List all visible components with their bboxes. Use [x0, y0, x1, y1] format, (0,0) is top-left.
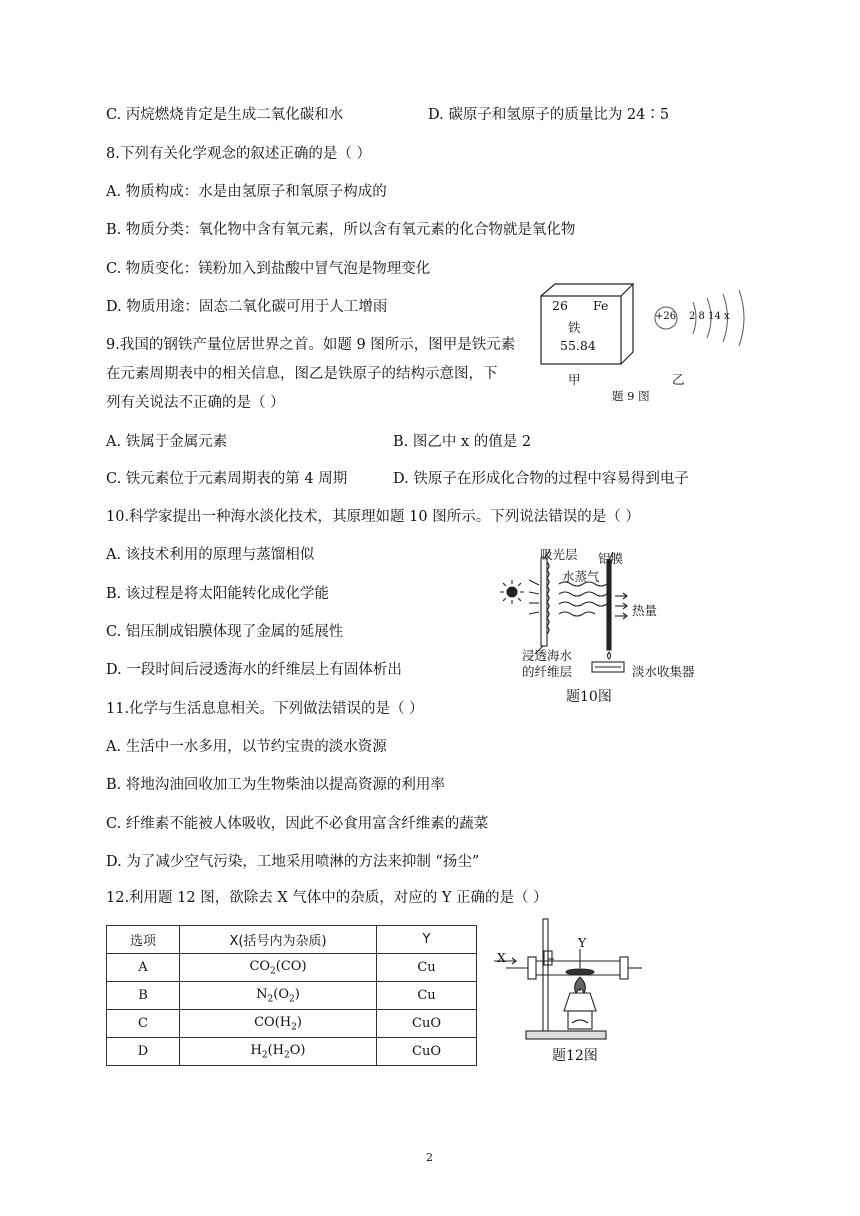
- table-row: [107, 1010, 477, 1038]
- q11-option-c: C. 纤维素不能被人体吸收，因此不必食用富含纤维素的蔬菜: [106, 816, 489, 832]
- header-y: Y: [377, 926, 477, 954]
- fig10-fiber-label-1: 浸透海水: [522, 648, 573, 663]
- fe-atomic-mass: 55.84: [560, 338, 596, 353]
- q9-option-d: D. 铁原子在形成化合物的过程中容易得到电子: [393, 471, 689, 487]
- q11-option-b: B. 将地沟油回收加工为生物柴油以提高资源的利用率: [106, 777, 445, 793]
- fe-electron-shells: 2 8 14 x: [689, 311, 730, 322]
- q8-option-c: C. 物质变化：镁粉加入到盐酸中冒气泡是物理变化: [106, 261, 431, 277]
- q10-stem: 10.科学家提出一种海水淡化技术，其原理如题 10 图所示。下列说法错误的是（ ）: [106, 509, 640, 525]
- fe-atomic-number: 26: [552, 298, 568, 313]
- q8-option-d: D. 物质用途：固态二氧化碳可用于人工增雨: [106, 299, 388, 315]
- q12-options-table: [106, 925, 477, 1066]
- q11-option-d: D. 为了减少空气污染，工地采用喷淋的方法来抑制 “扬尘”: [106, 854, 480, 870]
- page-number: 2: [426, 1151, 433, 1164]
- fig9-label-jia: 甲: [568, 372, 581, 387]
- q10-option-b: B. 该过程是将太阳能转化成化学能: [106, 586, 329, 602]
- row-y: Cu: [377, 982, 477, 1010]
- q11-option-a: A. 生活中一水多用，以节约宝贵的淡水资源: [106, 739, 387, 755]
- fig12-caption: 题12图: [552, 1048, 598, 1064]
- row-option: A: [107, 954, 180, 982]
- row-y: Cu: [377, 954, 477, 982]
- q7-option-d: D. 碳原子和氢原子的质量比为 24∶5: [428, 107, 670, 123]
- q11-stem: 11.化学与生活息息相关。下列做法错误的是（ ）: [106, 701, 424, 717]
- q9-option-c: C. 铁元素位于元素周期表的第 4 周期: [106, 471, 348, 487]
- row-option: C: [107, 1010, 180, 1038]
- header-x: X(括号内为杂质): [180, 926, 377, 954]
- row-x: $H_2(H_2O)$: [180, 1038, 377, 1066]
- figure-12: [490, 915, 650, 1050]
- row-y: CuO: [377, 1038, 477, 1066]
- fig12-y-label: Y: [578, 935, 587, 950]
- q8-option-a: A. 物质构成：水是由氢原子和氧原子构成的: [106, 184, 387, 200]
- fig9-label-yi: 乙: [672, 372, 685, 387]
- fig10-foil-label: 铝膜: [598, 551, 624, 566]
- q10-option-a: A. 该技术利用的原理与蒸馏相似: [106, 547, 315, 563]
- q9-stem-line2: 在元素周期表中的相关信息，图乙是铁原子的结构示意图，下: [106, 366, 498, 382]
- header-option: 选项: [107, 926, 180, 954]
- table-row: [107, 982, 477, 1010]
- row-x: $CO_2(CO)$: [180, 954, 377, 982]
- row-x: $N_2(O_2)$: [180, 982, 377, 1010]
- row-option: B: [107, 982, 180, 1010]
- q10-option-d: D. 一段时间后浸透海水的纤维层上有固体析出: [106, 662, 402, 678]
- fig9-caption: 题 9 图: [612, 389, 650, 403]
- table-header-row: [107, 926, 477, 954]
- q9-option-b: B. 图乙中 x 的值是 2: [393, 434, 532, 450]
- fig10-fiber-label-2: 的纤维层: [522, 664, 573, 679]
- q9-stem-line3: 列有关说法不正确的是（ ）: [106, 395, 285, 411]
- fe-name: 铁: [568, 320, 581, 335]
- q7-option-c: C. 丙烷燃烧肯定是生成二氧化碳和水: [106, 107, 344, 123]
- row-option: D: [107, 1038, 180, 1066]
- table-row: [107, 1038, 477, 1066]
- fig10-collector-label: 淡水收集器: [632, 664, 695, 679]
- q8-stem: 8.下列有关化学观念的叙述正确的是（ ）: [106, 146, 371, 162]
- fig10-heat-label: 热量: [632, 603, 658, 618]
- fig10-absorb-layer-label: 吸光层: [540, 547, 578, 562]
- fig10-vapor-label: 水蒸气: [562, 569, 600, 584]
- q12-stem: 12.利用题 12 图，欲除去 X 气体中的杂质，对应的 Y 正确的是（ ）: [106, 890, 548, 906]
- table-row: [107, 954, 477, 982]
- fig12-x-label: X: [497, 950, 506, 965]
- q9-option-a: A. 铁属于金属元素: [106, 434, 228, 450]
- fe-nucleus-charge: +26: [655, 311, 677, 322]
- row-y: CuO: [377, 1010, 477, 1038]
- row-x: $CO(H_2)$: [180, 1010, 377, 1038]
- q9-stem-line1: 9.我国的钢铁产量位居世界之首。如题 9 图所示，图甲是铁元素: [106, 337, 516, 353]
- q8-option-b: B. 物质分类：氧化物中含有氧元素，所以含有氧元素的化合物就是氧化物: [106, 222, 576, 238]
- q10-option-c: C. 铝压制成铝膜体现了金属的延展性: [106, 624, 344, 640]
- fig10-caption: 题10图: [566, 689, 612, 705]
- fe-symbol: Fe: [593, 298, 609, 313]
